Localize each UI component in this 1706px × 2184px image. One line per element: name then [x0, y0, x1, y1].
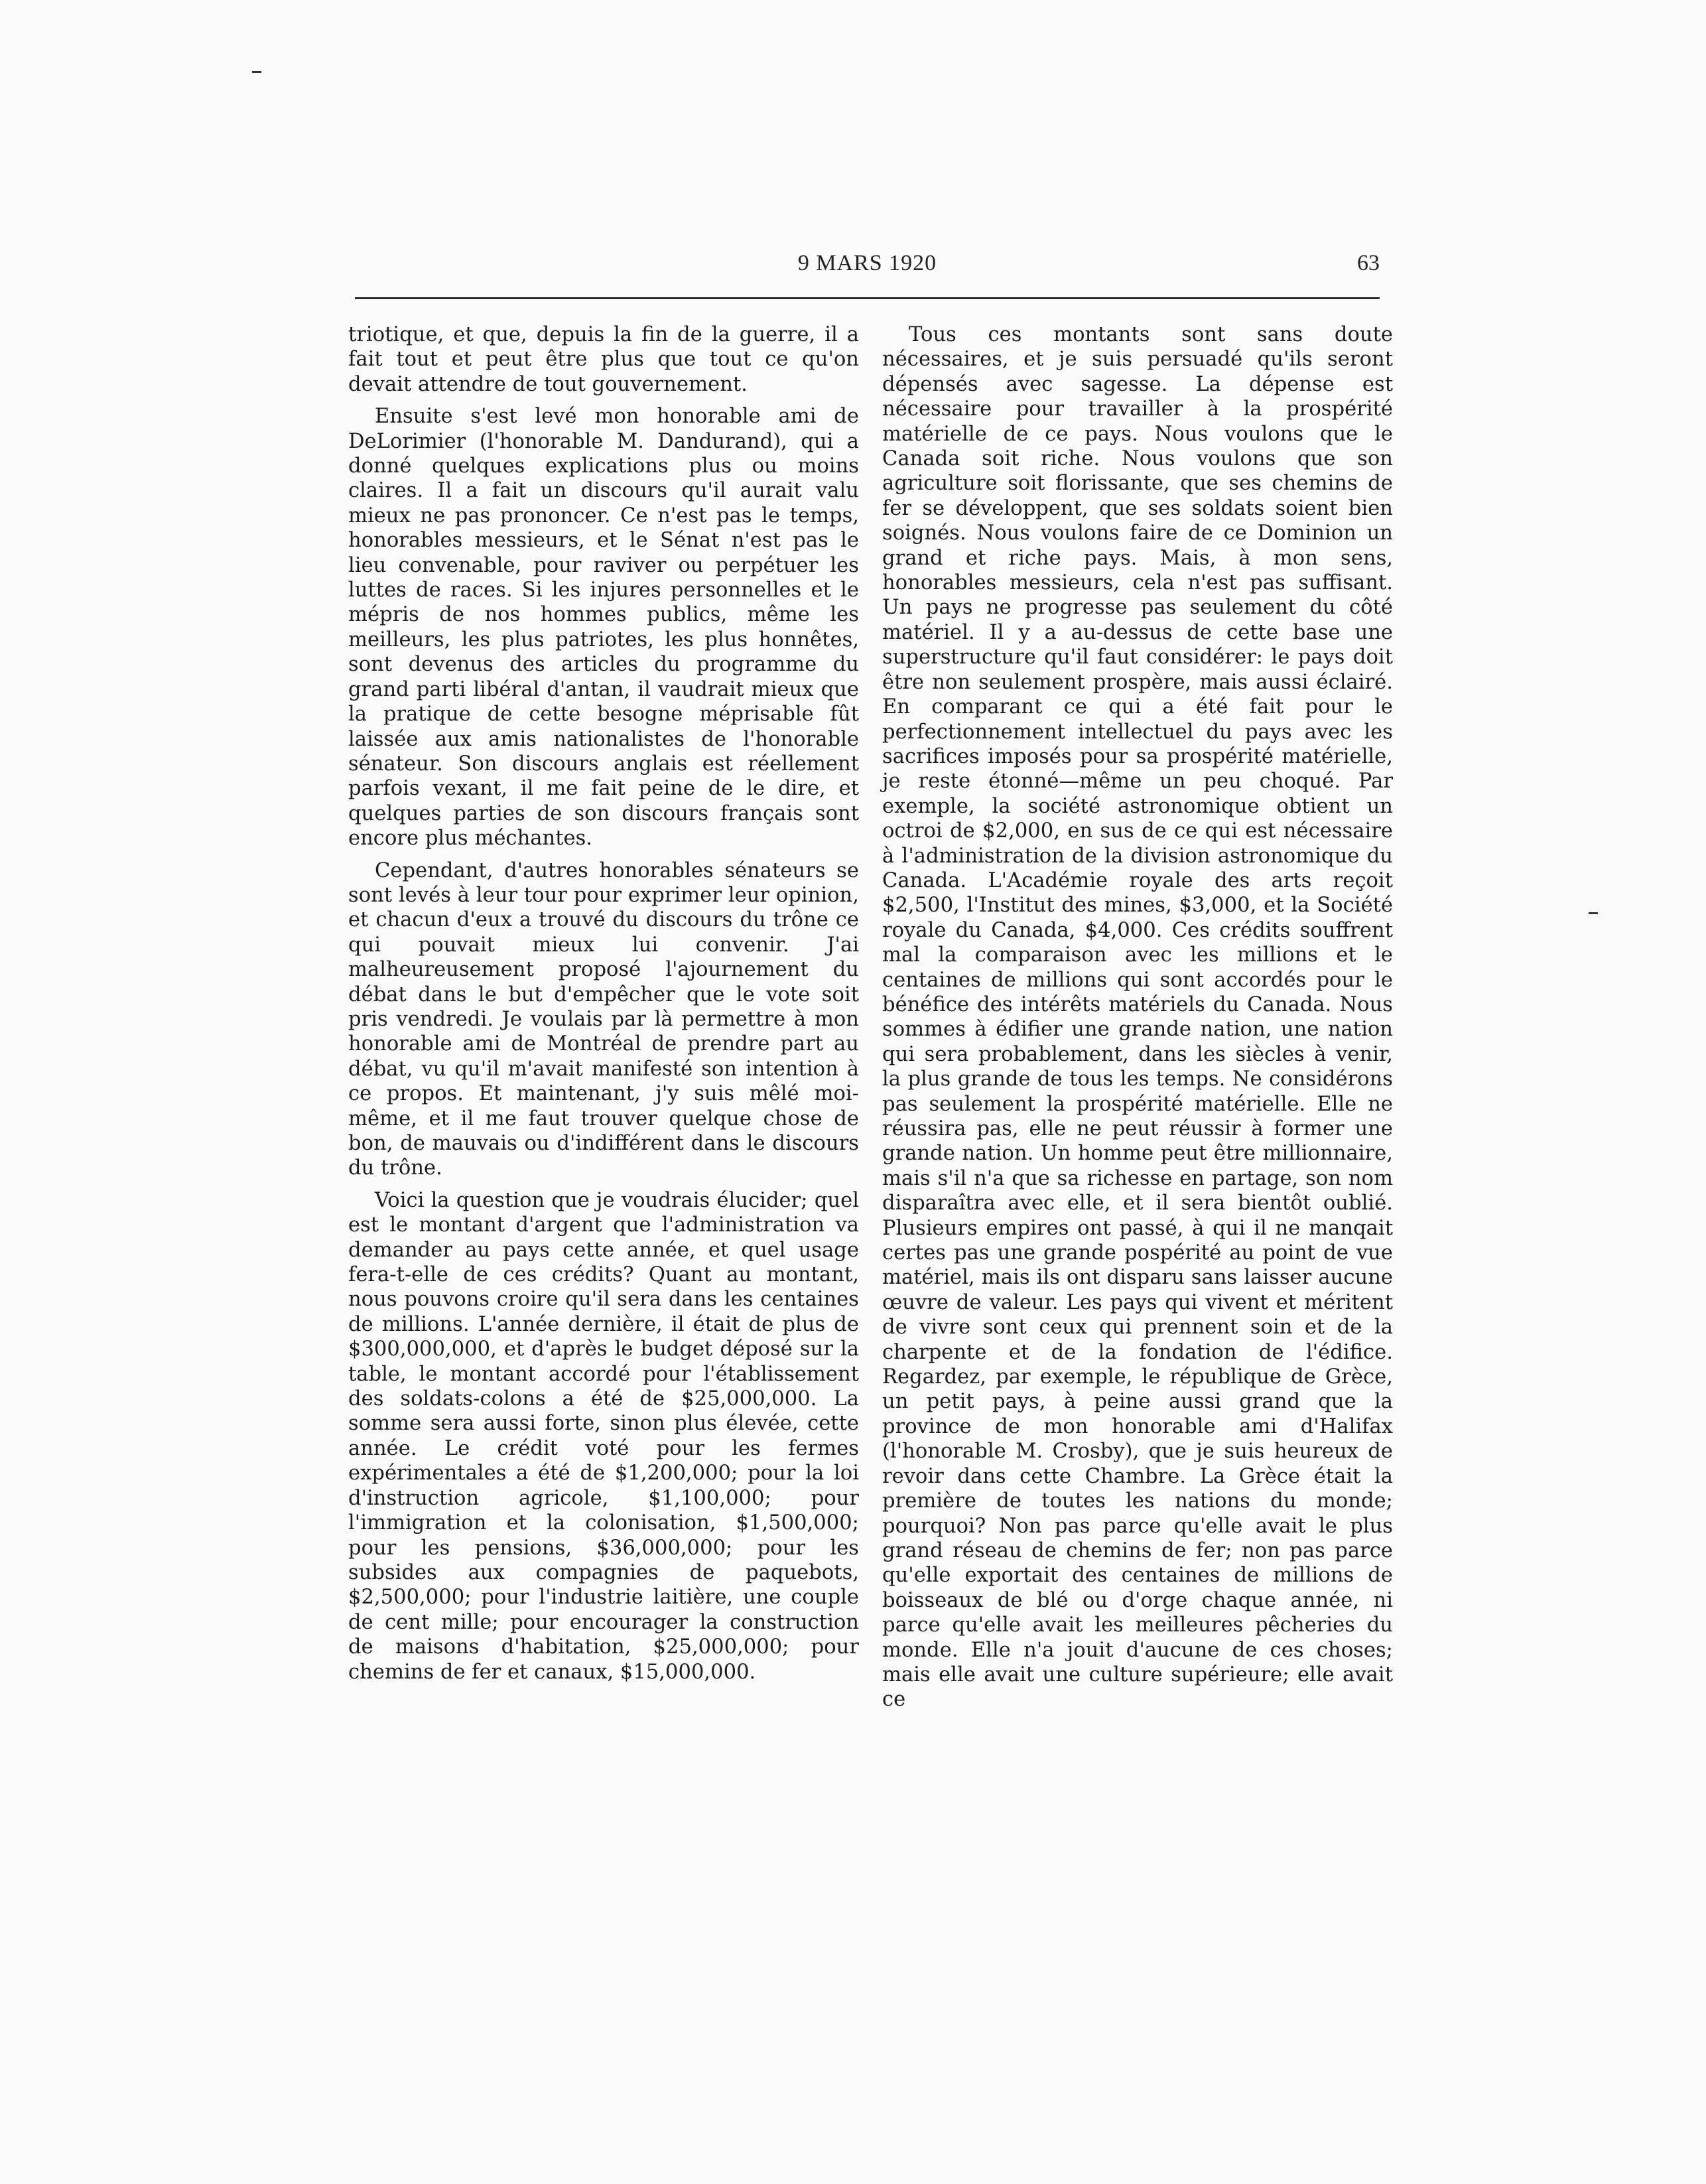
paragraph: Voici la question que je voudrais élucider; quel est le montant d'argent que l'administration va demander au pays cette année, et quel usage fera-t-elle de ces crédits? Quant au montant, nous pouvons croire qu'il sera dans les centaines de millions. L'année dernière, il était de plus de $300,000,000, et d'après le budget déposé sur la table, le montant accordé pour l'établissement des soldats-colons a été de $25,000,000. La somme sera aussi forte, sinon plus élevée, cette année. Le crédit voté pour les fermes expérimentales a été de $1,200,000; pour la loi d'instruction agricole, $1,100,000; pour l'immigration et la colonisation, $1,500,000; pour les pensions, $36,000,000; pour les subsides aux compagnies de paquebots, $2,500,000; pour l'industrie laitière, une couple de cent mille; pour encourager la construction de maisons d'habitation, $25,000,000; pour chemins de fer et canaux, $15,000,000.	[348, 1188, 859, 1684]
paragraph: Cependant, d'autres honorables sénateurs se sont levés à leur tour pour exprimer leur opinion, et chacun d'eux a trouvé du discours du trône ce qui pouvait mieux lui convenir. J'ai malheureusement proposé l'ajournement du débat dans le but d'empêcher que le vote soit pris vendredi. Je voulais par là permettre à mon honorable ami de Montréal de prendre part au débat, vu qu'il m'avait manifesté son intention à ce propos. Et maintenant, j'y suis mêlé moi-même, et il me faut trouver quelque chose de bon, de mauvais ou d'indifférent dans le discours du trône.	[348, 858, 859, 1180]
running-header	[355, 251, 1380, 291]
margin-mark-right	[1589, 912, 1598, 914]
header-date: 9 MARS 1920	[797, 251, 937, 275]
right-column	[882, 322, 1393, 1720]
paragraph: triotique, et que, depuis la fin de la guerre, il a fait tout et peut être plus que tout ce qu'on devait attendre de tout gouvernement.	[348, 323, 859, 396]
paragraph: Ensuite s'est levé mon honorable ami de DeLorimier (l'honorable M. Dandurand), qui a donné quelques explications plus ou moins claires. Il a fait un discours qu'il aurait valu mieux ne pas prononcer. Ce n'est pas le temps, honorables messieurs, et le Sénat n'est pas le lieu convenable, pour raviver ou perpétuer les luttes de races. Si les injures personnelles et le mépris de nos hommes publics, même les meilleurs, les plus patriotes, les plus honnêtes, sont devenus des articles du programme du grand parti libéral d'antan, il vaudrait mieux que la pratique de cette besogne méprisable fût laissée aux amis nationalistes de l'honorable sénateur. Son discours anglais est réellement parfois vexant, il me fait peine de le dire, et quelques parties de son discours français sont encore plus méchantes.	[348, 405, 859, 851]
left-column	[348, 322, 859, 1692]
margin-mark-top	[252, 71, 261, 73]
page-number: 63	[1357, 251, 1380, 275]
paragraph: Tous ces montants sont sans doute nécessaires, et je suis persuadé qu'ils seront dépensés avec sagesse. La dépense est nécessaire pour travailler à la prospérité matérielle de ce pays. Nous voulons que le Canada soit riche. Nous voulons que son agriculture soit florissante, que ses chemins de fer se développent, que ses soldats soient bien soignés. Nous voulons faire de ce Dominion un grand et riche pays. Mais, à mon sens, honorables messieurs, cela n'est pas suffisant. Un pays ne progresse pas seulement du côté matériel. Il y a au-dessus de cette base une superstructure qu'il faut considérer: le pays doit être non seulement prospère, mais aussi éclairé. En comparant ce qui a été fait pour le perfectionnement intellectuel du pays avec les sacrifices imposés pour sa prospérité matérielle, je reste étonné—même un peu choqué. Par exemple, la société astronomique obtient un octroi de $2,000, en sus de ce qui est nécessaire à l'administration de la division astronomique du Canada. L'Académie royale des arts reçoit $2,500, l'Institut des mines, $3,000, et la Société royale du Canada, $4,000. Ces crédits souffrent mal la comparaison avec les millions et le centaines de millions qui sont accordés pour le bénéfice des intérêts matériels du Canada. Nous sommes à édifier une grande nation, une nation qui sera probablement, dans les siècles à venir, la plus grande de tous les temps. Ne considérons pas seulement la prospérité matérielle. Elle ne réussira pas, elle ne peut réussir à former une grande nation. Un homme peut être millionnaire, mais s'il n'a que sa richesse en partage, son nom disparaîtra avec elle, et il sera bientôt oublié. Plusieurs empires ont passé, à qui il ne manqait certes pas une grande pospérité au point de vue matériel, mais ils ont disparu sans laisser aucune œuvre de valeur. Les pays qui vivent et méritent de vivre sont ceux qui prennent soin et de la charpente et de la fondation de l'édifice. Regardez, par exemple, le république de Grèce, un petit pays, à peine aussi grand que la province de mon honorable ami d'Halifax (l'honorable M. Crosby), que je suis heureux de revoir dans cette Chambre. La Grèce était la première de toutes les nations du monde; pourquoi? Non pas parce qu'elle avait le plus grand réseau de chemins de fer; non pas parce qu'elle exportait des centaines de millions de boisseaux de blé ou d'orge chaque année, ni parce qu'elle avait les meilleures pêcheries du monde. Elle n'a jouit d'aucune de ces choses; mais elle avait une culture supérieure; elle avait ce	[882, 323, 1393, 1712]
header-rule	[355, 297, 1380, 299]
